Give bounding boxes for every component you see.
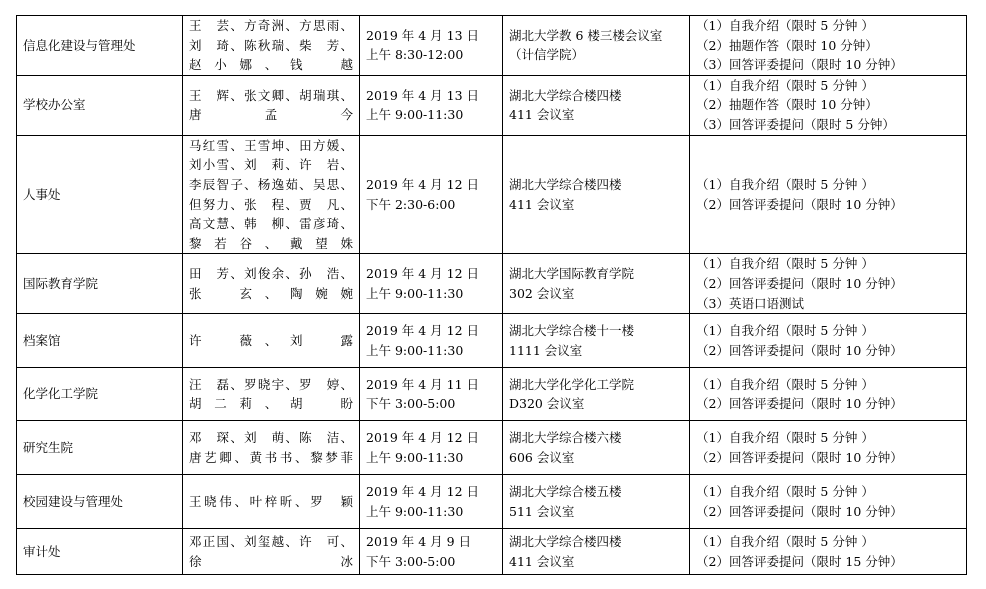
procedure-step: （3）回答评委提问（限时 10 分钟） bbox=[696, 57, 903, 73]
candidates-cell bbox=[183, 475, 360, 529]
procedure-step: （1）自我介绍（限时 5 分钟 ） bbox=[696, 176, 874, 192]
department-cell: 国际教育学院 bbox=[17, 254, 183, 314]
interview-time-cell bbox=[360, 254, 503, 314]
interview-procedure-cell bbox=[690, 529, 967, 575]
candidate-names-line: 赵小娜、钱 越 bbox=[189, 57, 353, 73]
candidates-cell bbox=[183, 135, 360, 254]
interview-time-cell bbox=[360, 75, 503, 135]
time-line: 2019 年 4 月 9 日 bbox=[366, 534, 472, 550]
procedure-step: （1）自我介绍（限时 5 分钟 ） bbox=[696, 323, 874, 339]
location-line: 湖北大学综合楼六楼 bbox=[509, 430, 622, 446]
procedure-step: （1）自我介绍（限时 5 分钟 ） bbox=[696, 430, 874, 446]
candidate-names-line: 唐孟今 bbox=[189, 107, 353, 123]
table-row bbox=[17, 421, 967, 475]
candidate-names-line: 刘小雪、刘 莉、许 岩、 bbox=[189, 157, 353, 173]
time-line: 2019 年 4 月 13 日 bbox=[366, 27, 480, 43]
interview-location-cell bbox=[503, 475, 690, 529]
procedure-step: （1）自我介绍（限时 5 分钟 ） bbox=[696, 484, 874, 500]
interview-location-cell bbox=[503, 254, 690, 314]
location-line: 湖北大学国际教育学院 bbox=[509, 266, 635, 282]
procedure-step: （2）抽题作答（限时 10 分钟） bbox=[696, 37, 878, 53]
department-cell: 审计处 bbox=[17, 529, 183, 575]
procedure-step: （2）回答评委提问（限时 10 分钟） bbox=[696, 449, 903, 465]
procedure-step: （2）回答评委提问（限时 10 分钟） bbox=[696, 342, 903, 358]
department-cell: 研究生院 bbox=[17, 421, 183, 475]
time-line: 2019 年 4 月 12 日 bbox=[366, 176, 480, 192]
time-line: 2019 年 4 月 12 日 bbox=[366, 484, 480, 500]
location-line: 湖北大学综合楼十一楼 bbox=[509, 323, 635, 339]
department-cell: 学校办公室 bbox=[17, 75, 183, 135]
interview-location-cell bbox=[503, 16, 690, 76]
interview-time-cell bbox=[360, 529, 503, 575]
time-line: 上午 9:00-11:30 bbox=[366, 449, 464, 465]
location-line: 湖北大学综合楼四楼 bbox=[509, 176, 622, 192]
time-line: 2019 年 4 月 12 日 bbox=[366, 266, 480, 282]
candidate-names-line: 许 薇、刘 露 bbox=[189, 332, 353, 348]
time-line: 上午 9:00-11:30 bbox=[366, 107, 464, 123]
location-line: 湖北大学教 6 楼三楼会议室 bbox=[509, 27, 663, 43]
location-line: 411 会议室 bbox=[509, 107, 575, 123]
time-line: 下午 2:30-6:00 bbox=[366, 196, 456, 212]
time-line: 上午 9:00-11:30 bbox=[366, 503, 464, 519]
location-line: 1111 会议室 bbox=[509, 342, 583, 358]
interview-time-cell bbox=[360, 475, 503, 529]
location-line: 511 会议室 bbox=[509, 503, 575, 519]
procedure-step: （2）回答评委提问（限时 10 分钟） bbox=[696, 503, 903, 519]
table-row bbox=[17, 314, 967, 368]
candidates-cell bbox=[183, 75, 360, 135]
candidate-names-line: 田 芳、刘俊余、孙 浩、 bbox=[189, 266, 353, 282]
candidates-cell bbox=[183, 16, 360, 76]
table-row bbox=[17, 16, 967, 76]
location-line: D320 会议室 bbox=[509, 396, 585, 412]
interview-time-cell bbox=[360, 421, 503, 475]
candidate-names-line: 马红雪、王雪坤、田方媛、 bbox=[189, 137, 353, 153]
procedure-step: （1）自我介绍（限时 5 分钟 ） bbox=[696, 77, 874, 93]
time-line: 下午 3:00-5:00 bbox=[366, 396, 456, 412]
department-cell: 人事处 bbox=[17, 135, 183, 254]
table-row bbox=[17, 475, 967, 529]
candidate-names-line: 汪 磊、罗晓宇、罗 婷、 bbox=[189, 376, 353, 392]
table-row bbox=[17, 529, 967, 575]
candidates-cell bbox=[183, 314, 360, 368]
interview-procedure-cell bbox=[690, 314, 967, 368]
procedure-step: （1）自我介绍（限时 5 分钟 ） bbox=[696, 534, 874, 550]
time-line: 2019 年 4 月 12 日 bbox=[366, 323, 480, 339]
procedure-step: （1）自我介绍（限时 5 分钟 ） bbox=[696, 376, 874, 392]
department-cell: 信息化建设与管理处 bbox=[17, 16, 183, 76]
candidates-cell bbox=[183, 368, 360, 421]
table-row bbox=[17, 75, 967, 135]
candidates-cell bbox=[183, 421, 360, 475]
interview-location-cell bbox=[503, 529, 690, 575]
schedule-body bbox=[17, 16, 967, 575]
procedure-step: （3）英语口语测试 bbox=[696, 295, 804, 311]
interview-location-cell bbox=[503, 421, 690, 475]
candidate-names-line: 徐 冰 bbox=[189, 553, 353, 569]
location-line: （计信学院） bbox=[509, 47, 585, 63]
candidate-names-line: 胡二莉、胡 盼 bbox=[189, 396, 353, 412]
department-cell: 校园建设与管理处 bbox=[17, 475, 183, 529]
location-line: 606 会议室 bbox=[509, 449, 575, 465]
candidate-names-line: 邓正国、刘玺越、许 可、 bbox=[189, 534, 353, 550]
procedure-step: （1）自我介绍（限时 5 分钟 ） bbox=[696, 18, 874, 33]
interview-procedure-cell bbox=[690, 254, 967, 314]
candidate-names-line: 高文慧、韩 柳、雷彦琦、 bbox=[189, 216, 353, 232]
time-line: 2019 年 4 月 11 日 bbox=[366, 376, 480, 392]
interview-procedure-cell bbox=[690, 135, 967, 254]
location-line: 302 会议室 bbox=[509, 285, 575, 301]
candidate-names-line: 王 芸、方奇洲、方思雨、 bbox=[189, 18, 353, 33]
candidate-names-line: 王晓伟、叶梓昕、罗 颖 bbox=[189, 493, 353, 509]
candidate-names-line: 张 玄、陶婉婉 bbox=[189, 285, 353, 301]
location-line: 411 会议室 bbox=[509, 553, 575, 569]
location-line: 411 会议室 bbox=[509, 196, 575, 212]
interview-location-cell bbox=[503, 368, 690, 421]
interview-procedure-cell bbox=[690, 75, 967, 135]
candidate-names-line: 王 辉、张文卿、胡瑞琪、 bbox=[189, 87, 353, 103]
interview-procedure-cell bbox=[690, 16, 967, 76]
candidates-cell bbox=[183, 529, 360, 575]
time-line: 上午 9:00-11:30 bbox=[366, 285, 464, 301]
procedure-step: （2）回答评委提问（限时 10 分钟） bbox=[696, 196, 903, 212]
interview-location-cell bbox=[503, 135, 690, 254]
department-cell: 档案馆 bbox=[17, 314, 183, 368]
interview-procedure-cell bbox=[690, 475, 967, 529]
time-line: 2019 年 4 月 13 日 bbox=[366, 87, 480, 103]
location-line: 湖北大学综合楼四楼 bbox=[509, 87, 622, 103]
time-line: 上午 8:30-12:00 bbox=[366, 47, 464, 63]
location-line: 湖北大学综合楼五楼 bbox=[509, 484, 622, 500]
department-cell: 化学化工学院 bbox=[17, 368, 183, 421]
procedure-step: （1）自我介绍（限时 5 分钟 ） bbox=[696, 256, 874, 272]
interview-location-cell bbox=[503, 314, 690, 368]
interview-time-cell bbox=[360, 314, 503, 368]
candidate-names-line: 邓 琛、刘 萌、陈 洁、 bbox=[189, 430, 353, 446]
procedure-step: （3）回答评委提问（限时 5 分钟） bbox=[696, 117, 895, 133]
candidate-names-line: 刘 琦、陈秋瑞、柴 芳、 bbox=[189, 37, 353, 53]
interview-time-cell bbox=[360, 16, 503, 76]
location-line: 湖北大学化学化工学院 bbox=[509, 376, 635, 392]
time-line: 下午 3:00-5:00 bbox=[366, 553, 456, 569]
interview-time-cell bbox=[360, 135, 503, 254]
procedure-step: （2）回答评委提问（限时 15 分钟） bbox=[696, 553, 903, 569]
procedure-step: （2）回答评委提问（限时 10 分钟） bbox=[696, 396, 903, 412]
time-line: 上午 9:00-11:30 bbox=[366, 342, 464, 358]
time-line: 2019 年 4 月 12 日 bbox=[366, 430, 480, 446]
candidate-names-line: 李辰智子、杨逸茹、吴思、 bbox=[189, 176, 353, 192]
table-row bbox=[17, 254, 967, 314]
candidate-names-line: 唐艺卿、黄书书、黎梦菲 bbox=[189, 449, 353, 465]
interview-time-cell bbox=[360, 368, 503, 421]
location-line: 湖北大学综合楼四楼 bbox=[509, 534, 622, 550]
interview-schedule-table bbox=[16, 15, 967, 575]
table-row bbox=[17, 135, 967, 254]
candidate-names-line: 但努力、张 程、贾 凡、 bbox=[189, 196, 353, 212]
interview-procedure-cell bbox=[690, 368, 967, 421]
interview-location-cell bbox=[503, 75, 690, 135]
candidates-cell bbox=[183, 254, 360, 314]
interview-procedure-cell bbox=[690, 421, 967, 475]
procedure-step: （2）回答评委提问（限时 10 分钟） bbox=[696, 275, 903, 291]
table-row bbox=[17, 368, 967, 421]
procedure-step: （2）抽题作答（限时 10 分钟） bbox=[696, 97, 878, 113]
candidate-names-line: 黎若谷、戴望姝 bbox=[189, 235, 353, 251]
